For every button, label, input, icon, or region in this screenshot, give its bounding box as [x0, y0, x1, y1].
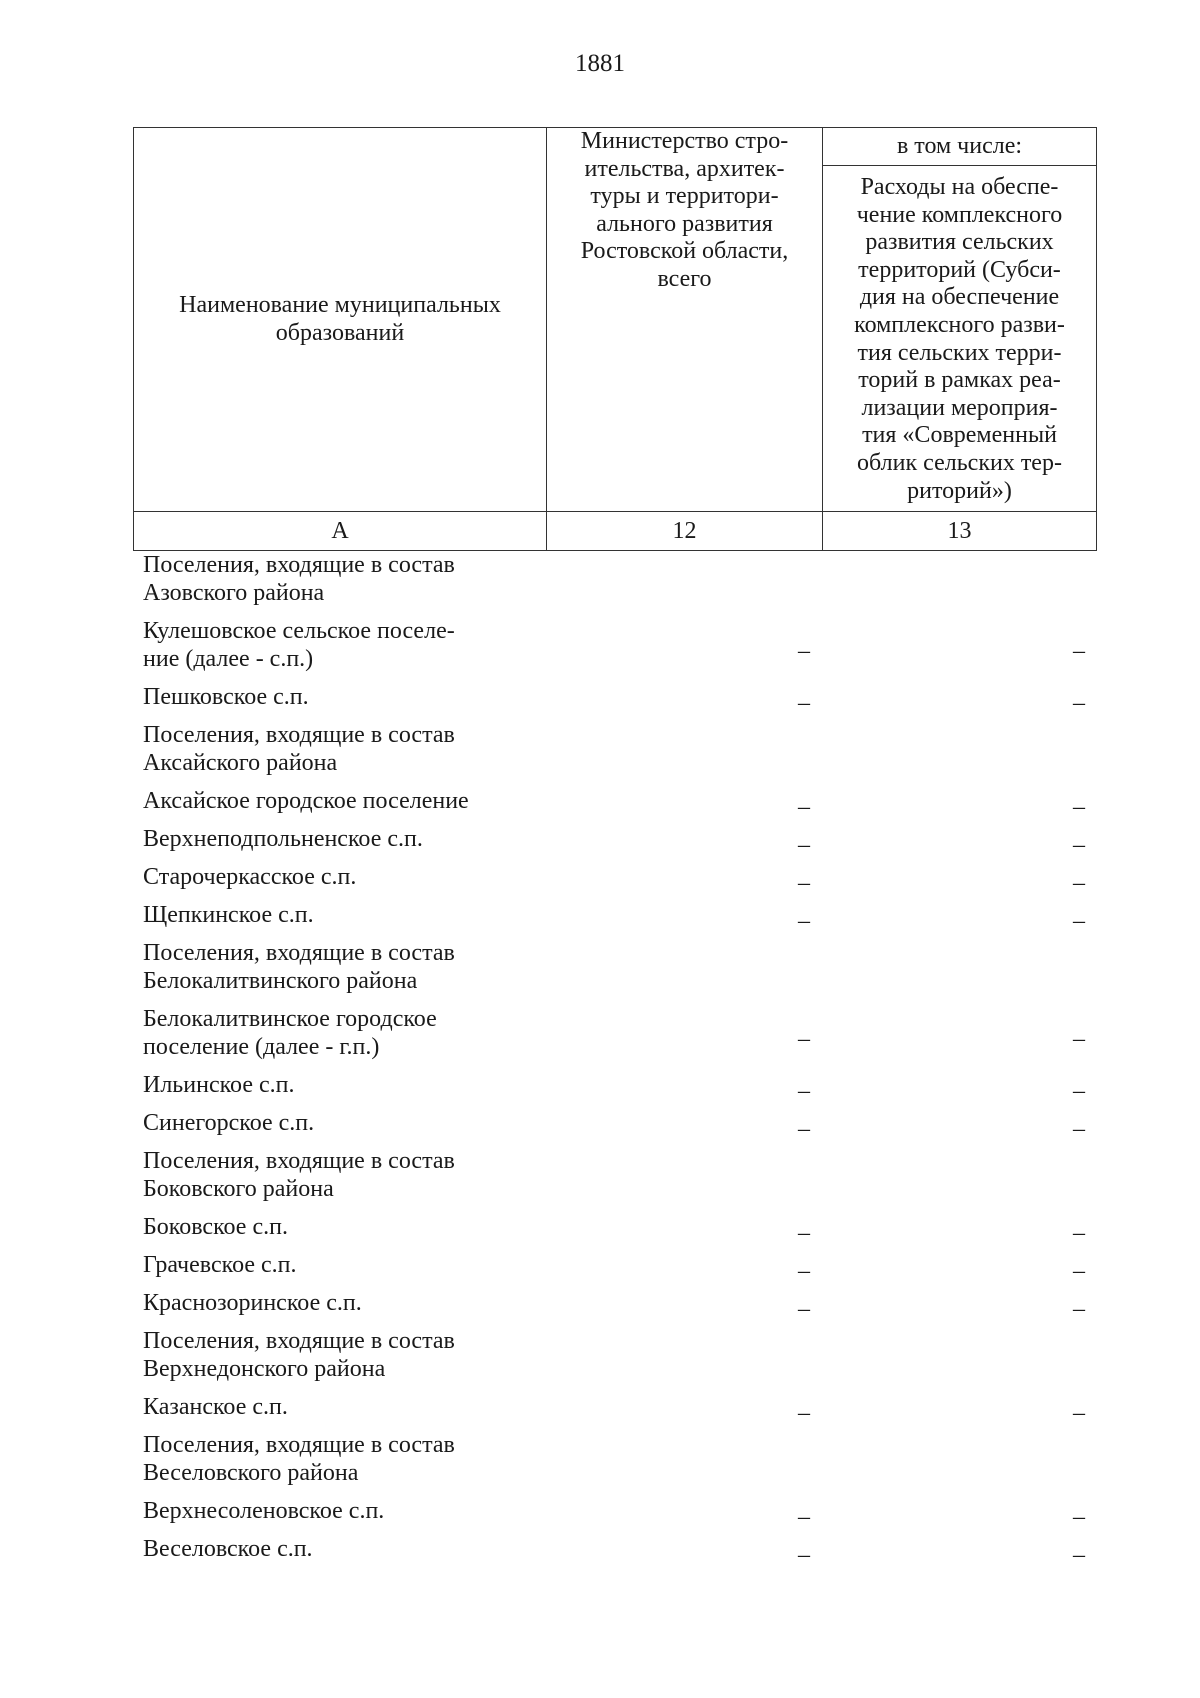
table-row	[0, 787, 1200, 825]
row-value-13: –	[1073, 1542, 1085, 1568]
row-label: Казанское с.п.	[143, 1394, 288, 1420]
table-row	[0, 1535, 1200, 1573]
table-row	[0, 1393, 1200, 1431]
row-value-12: –	[798, 1078, 810, 1104]
row-label: Кулешовское сельское поселе- ние (далее - с.п.)	[143, 618, 455, 672]
row-value-13: –	[1073, 1220, 1085, 1246]
row-label: Синегорское с.п.	[143, 1110, 315, 1136]
row-value-13: –	[1073, 870, 1085, 896]
row-value-12: –	[798, 690, 810, 716]
table-row	[0, 825, 1200, 863]
row-value-13: –	[1073, 1296, 1085, 1322]
row-label: Щепкинское с.п.	[143, 902, 314, 928]
row-value-13: –	[1073, 1116, 1085, 1142]
row-value-12: –	[798, 1258, 810, 1284]
row-label: Поселения, входящие в состав Верхнедонского района	[143, 1328, 455, 1382]
row-label: Пешковское с.п.	[143, 684, 309, 710]
header-num-a: А	[134, 512, 547, 551]
header-name-column: Наименование муниципальных образований	[134, 128, 547, 512]
table-row	[0, 551, 1200, 617]
row-label: Поселения, входящие в состав Веселовского района	[143, 1432, 455, 1486]
row-label: Белокалитвинское городское поселение (далее - г.п.)	[143, 1006, 437, 1060]
row-value-13: –	[1073, 638, 1085, 664]
row-value-13: –	[1073, 1026, 1085, 1052]
row-label: Грачевское с.п.	[143, 1252, 297, 1278]
row-value-13: –	[1073, 1504, 1085, 1530]
row-value-12: –	[798, 638, 810, 664]
row-label: Старочеркасское с.п.	[143, 864, 357, 890]
table-row	[0, 863, 1200, 901]
header-including: в том числе:	[823, 128, 1097, 166]
table-row	[0, 1005, 1200, 1071]
row-value-12: –	[798, 1296, 810, 1322]
table-row	[0, 1213, 1200, 1251]
table-row	[0, 1289, 1200, 1327]
table-row	[0, 1147, 1200, 1213]
row-value-12: –	[798, 1400, 810, 1426]
table-row	[0, 1071, 1200, 1109]
row-value-13: –	[1073, 690, 1085, 716]
row-label: Ильинское с.п.	[143, 1072, 295, 1098]
row-label: Верхнеподпольненское с.п.	[143, 826, 423, 852]
row-value-12: –	[798, 794, 810, 820]
row-label: Верхнесоленовское с.п.	[143, 1498, 385, 1524]
row-label: Поселения, входящие в состав Боковского района	[143, 1148, 455, 1202]
row-value-13: –	[1073, 1258, 1085, 1284]
row-value-13: –	[1073, 1400, 1085, 1426]
row-value-12: –	[798, 1504, 810, 1530]
row-value-12: –	[798, 908, 810, 934]
row-value-12: –	[798, 1220, 810, 1246]
table-row	[0, 617, 1200, 683]
row-label: Поселения, входящие в состав Аксайского района	[143, 722, 455, 776]
table-row	[0, 721, 1200, 787]
table-header	[133, 127, 1097, 551]
table-row	[0, 901, 1200, 939]
table-row	[0, 1431, 1200, 1497]
row-value-13: –	[1073, 794, 1085, 820]
row-value-13: –	[1073, 832, 1085, 858]
row-value-13: –	[1073, 1078, 1085, 1104]
row-value-12: –	[798, 832, 810, 858]
table-row	[0, 1109, 1200, 1147]
row-value-12: –	[798, 1026, 810, 1052]
header-ministry-column: Министерство стро- ительства, архитек- туры и территори- ального развития Ростовской области, всего	[547, 128, 823, 512]
row-label: Поселения, входящие в состав Азовского района	[143, 552, 455, 606]
table-row	[0, 1327, 1200, 1393]
row-label: Краснозоринское с.п.	[143, 1290, 362, 1316]
header-expense-column: Расходы на обеспе- чение комплексного развития сельских территорий (Субси- дия на обеспечение комплексного разви- тия сельских терри- торий в рамках реа- лизации мероприя- тия «Современный облик сельских тер- риторий»)	[823, 166, 1097, 512]
row-label: Поселения, входящие в состав Белокалитвинского района	[143, 940, 455, 994]
table-row	[0, 1497, 1200, 1535]
table-row	[0, 1251, 1200, 1289]
row-value-13: –	[1073, 908, 1085, 934]
table-body	[0, 551, 1200, 1573]
row-label: Аксайское городское поселение	[143, 788, 469, 814]
row-value-12: –	[798, 1116, 810, 1142]
row-label: Боковское с.п.	[143, 1214, 288, 1240]
row-value-12: –	[798, 1542, 810, 1568]
header-num-12: 12	[547, 512, 823, 551]
row-value-12: –	[798, 870, 810, 896]
row-label: Веселовское с.п.	[143, 1536, 313, 1562]
table-row	[0, 683, 1200, 721]
table-row	[0, 939, 1200, 1005]
header-num-13: 13	[823, 512, 1097, 551]
page-number: 1881	[575, 50, 625, 77]
